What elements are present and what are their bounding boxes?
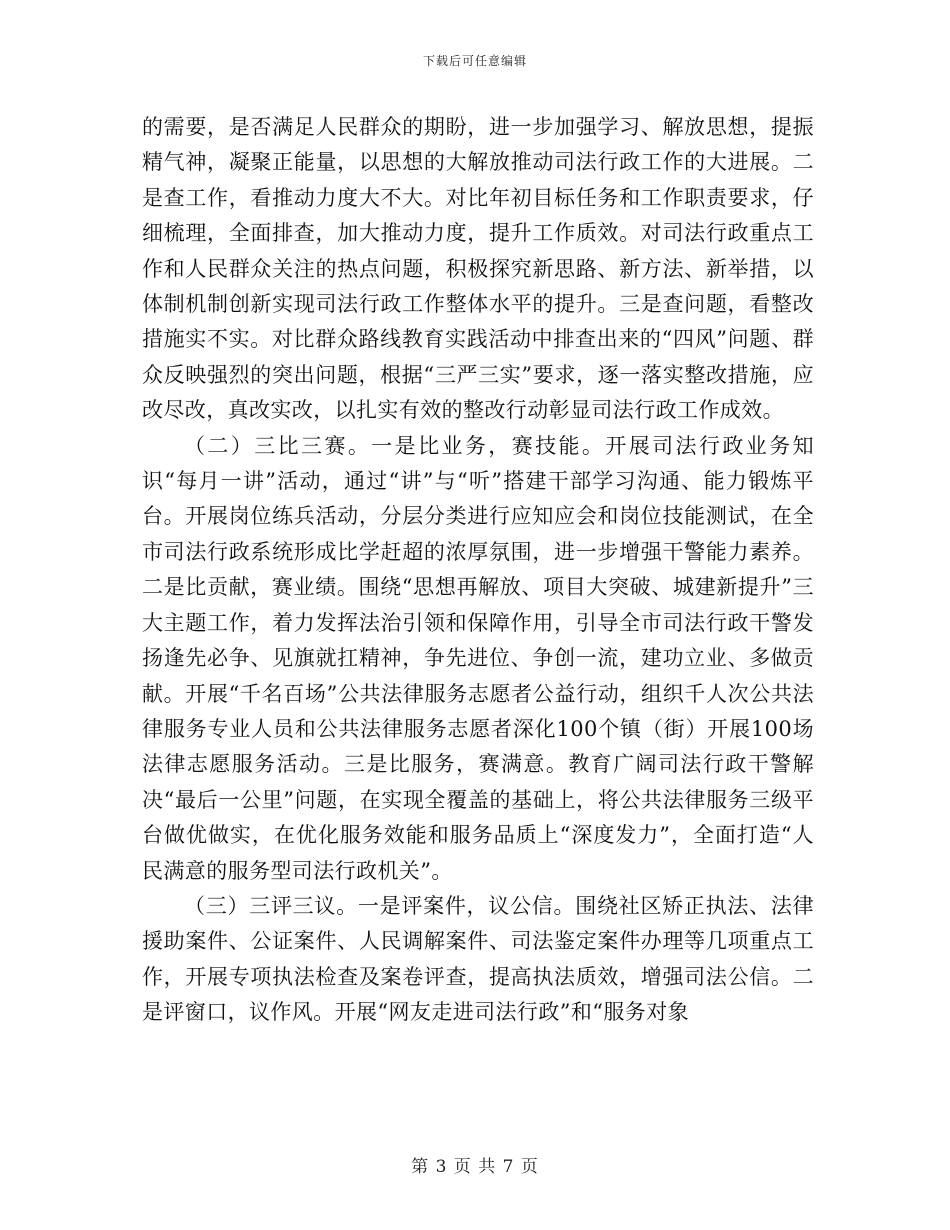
paragraph-san-ping-san-yi: （三）三评三议。一是评案件，议公信。围绕社区矫正执法、法律援助案件、公证案件、人民调解案件、司法鉴定案件办理等几项重点工作，开展专项执法检查及案卷评查，提高执法质效，增强司法公信。二是评窗口，议作风。开展“网友走进司法行政”和“服务对象 [142, 893, 814, 1025]
paragraph-continued: 的需要，是否满足人民群众的期盼，进一步加强学习、解放思想，提振精气神，凝聚正能量，以思想的大解放推动司法行政工作的大进展。二是查工作，看推动力度大不大。对比年初目标任务和工作职责要求，仔细梳理，全面排查，加大推动力度，提升工作质效。对司法行政重点工作和人民群众关注的热点问题，积极探究新思路、新方法、新举措，以体制机制创新实现司法行政工作整体水平的提升。三是查问题，看整改措施实不实。对比群众路线教育实践活动中排查出来的“四风”问题、群众反映强烈的突出问题，根据“三严三实”要求，逐一落实整改措施，应改尽改，真改实改，以扎实有效的整改行动彰显司法行政工作成效。 [142, 115, 814, 423]
document-body [142, 110, 814, 1031]
page-number: 第 3 页 共 7 页 [411, 1157, 539, 1177]
paragraph-san-bi-san-sai: （二）三比三赛。一是比业务，赛技能。开展司法行政业务知识“每月一讲”活动，通过“讲”与“听”搭建干部学习沟通、能力锻炼平台。开展岗位练兵活动，分层分类进行应知应会和岗位技能测试，在全市司法行政系统形成比学赶超的浓厚氛围，进一步增强干警能力素养。二是比贡献，赛业绩。围绕“思想再解放、项目大突破、城建新提升”三大主题工作，着力发挥法治引领和保障作用，引导全市司法行政干警发扬逢先必争、见旗就扛精神，争先进位、争创一流，建功立业、多做贡献。开展“千名百场”公共法律服务志愿者公益行动，组织千人次公共法律服务专业人员和公共法律服务志愿者深化100个镇（街）开展100场法律志愿服务活动。三是比服务，赛满意。教育广阔司法行政干警解决“最后一公里”问题，在实现全覆盖的基础上，将公共法律服务三级平台做优做实，在优化服务效能和服务品质上“深度发力”，全面打造“人民满意的服务型司法行政机关”。 [142, 433, 814, 883]
page-header-note: 下载后可任意编辑 [422, 54, 527, 68]
